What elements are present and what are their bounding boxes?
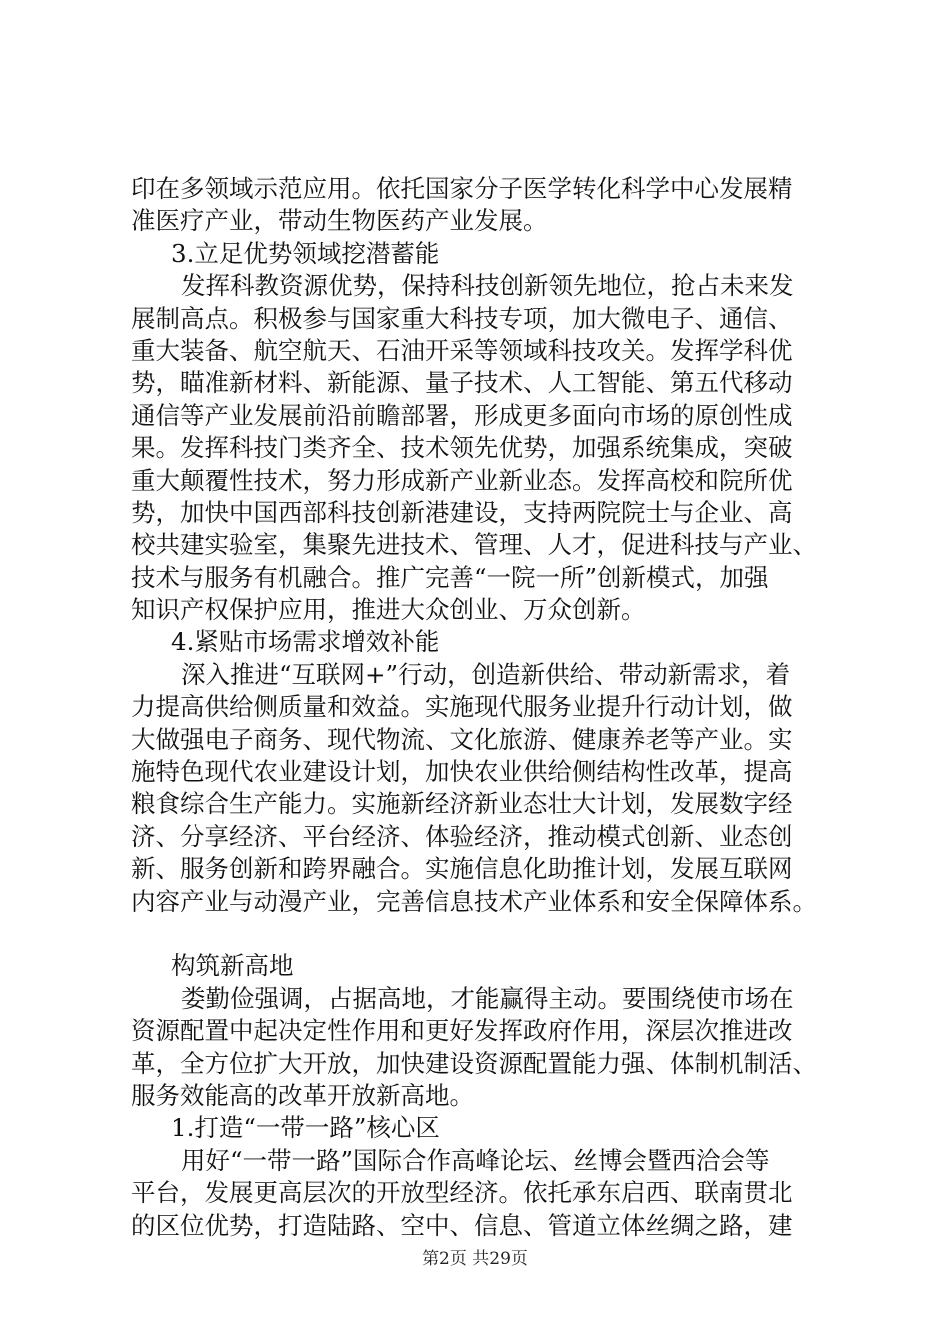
- body-line: 大做强电子商务、现代物流、文化旅游、健康养老等产业。实: [131, 724, 793, 754]
- body-line: 用好“一带一路”国际合作高峰论坛、丝博会暨西洽会等: [181, 1145, 770, 1175]
- body-line: 服务效能高的改革开放新高地。: [131, 1080, 474, 1110]
- body-line: 重大颠覆性技术，努力形成新产业新业态。发挥高校和院所优: [131, 465, 793, 495]
- body-line: 粮食综合生产能力。实施新经济新业态壮大计划，发展数字经: [131, 789, 793, 819]
- document-body: [131, 173, 831, 1242]
- subheading-3: 3.立足优势领域挖潜蓄能: [171, 238, 440, 268]
- body-line: 的区位优势，打造陆路、空中、信息、管道立体丝绸之路，建: [131, 1210, 793, 1240]
- body-line: 校共建实验室，集聚先进技术、管理、人才，促进科技与产业、: [131, 530, 817, 560]
- body-line: 果。发挥科技门类齐全、技术领先优势，加强系统集成，突破: [131, 433, 793, 463]
- page-number-footer: 第2页 共29页: [422, 1249, 528, 1269]
- body-line: 力提高供给侧质量和效益。实施现代服务业提升行动计划，做: [131, 692, 793, 722]
- body-line: 展制高点。积极参与国家重大科技专项，加大微电子、通信、: [131, 303, 793, 333]
- body-line: 济、分享经济、平台经济、体验经济，推动模式创新、业态创: [131, 821, 793, 851]
- body-line: 革，全方位扩大开放，加快建设资源配置能力强、体制机制活、: [131, 1048, 817, 1078]
- body-line: 重大装备、航空航天、石油开采等领域科技攻关。发挥学科优: [131, 335, 793, 365]
- body-line: 势，加快中国西部科技创新港建设，支持两院院士与企业、高: [131, 497, 793, 527]
- subheading-4: 4.紧贴市场需求增效补能: [171, 627, 440, 657]
- body-line: 通信等产业发展前沿前瞻部署，形成更多面向市场的原创性成: [131, 400, 793, 430]
- body-line: 发挥科教资源优势，保持科技创新领先地位，抢占未来发: [181, 271, 794, 301]
- body-line: 资源配置中起决定性作用和更好发挥政府作用，深层次推进改: [131, 1016, 793, 1046]
- body-line: 平台，发展更高层次的开放型经济。依托承东启西、联南贯北: [131, 1178, 793, 1208]
- body-line: 势，瞄准新材料、新能源、量子技术、人工智能、第五代移动: [131, 368, 793, 398]
- body-line: 娄勤俭强调，占据高地，才能赢得主动。要围绕使市场在: [181, 983, 794, 1013]
- body-line: 技术与服务有机融合。推广完善“一院一所”创新模式，加强: [131, 562, 769, 592]
- blank-line: [131, 918, 831, 950]
- body-line: 深入推进“互联网+”行动，创造新供给、带动新需求，着: [181, 659, 791, 689]
- subheading-1: 1.打造“一带一路”核心区: [171, 1113, 440, 1143]
- body-line: 准医疗产业，带动生物医药产业发展。: [131, 206, 548, 236]
- body-line: 施特色现代农业建设计划，加快农业供给侧结构性改革，提高: [131, 757, 793, 787]
- body-line: 内容产业与动漫产业，完善信息技术产业体系和安全保障体系。: [131, 886, 817, 916]
- section-title: 构筑新高地: [171, 951, 294, 981]
- body-line: 知识产权保护应用，推进大众创业、万众创新。: [131, 595, 646, 625]
- body-line: 印在多领域示范应用。依托国家分子医学转化科学中心发展精: [131, 174, 793, 203]
- body-line: 新、服务创新和跨界融合。实施信息化助推计划，发展互联网: [131, 854, 793, 884]
